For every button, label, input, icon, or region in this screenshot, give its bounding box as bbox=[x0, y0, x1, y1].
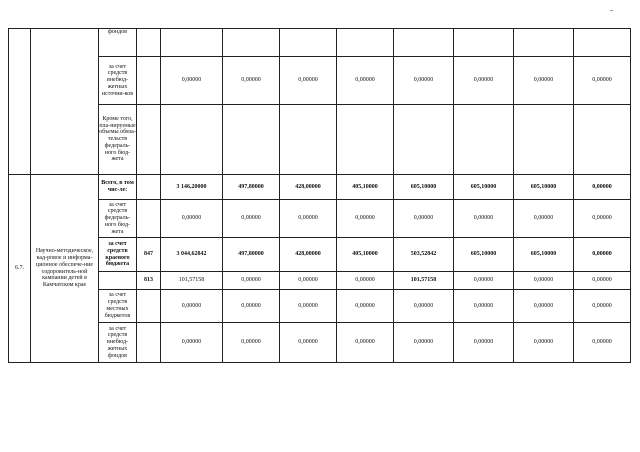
value-cell: 405,10000 bbox=[337, 175, 394, 200]
code-cell: 813 bbox=[137, 272, 161, 290]
row-label: Всего, в том чис-ле: bbox=[99, 175, 137, 200]
item-number: 6.7. bbox=[9, 175, 31, 363]
value-cell: 605,10000 bbox=[394, 175, 454, 200]
value-cell: 0,00000 bbox=[161, 200, 223, 238]
value-cell: 428,00000 bbox=[280, 238, 337, 272]
table-row bbox=[9, 323, 631, 363]
value-cell: 0,00000 bbox=[574, 57, 631, 105]
value-cell: 0,00000 bbox=[514, 323, 574, 363]
value-cell: 0,00000 bbox=[454, 290, 514, 323]
value-cell: 3 044,62842 bbox=[161, 238, 223, 272]
value-cell: 101,57158 bbox=[394, 272, 454, 290]
value-cell: 0,00000 bbox=[280, 57, 337, 105]
value-cell: 0,00000 bbox=[454, 272, 514, 290]
value-cell: 0,00000 bbox=[574, 290, 631, 323]
code-cell bbox=[137, 175, 161, 200]
table-row bbox=[9, 29, 631, 57]
row-label: за счет средств местных бюджетов bbox=[99, 290, 137, 323]
table-row bbox=[9, 57, 631, 105]
value-cell: 0,00000 bbox=[394, 200, 454, 238]
budget-table bbox=[8, 28, 631, 363]
value-cell: 0,00000 bbox=[337, 272, 394, 290]
value-cell: 0,00000 bbox=[394, 323, 454, 363]
value-cell: 0,00000 bbox=[223, 290, 280, 323]
value-cell: 0,00000 bbox=[280, 323, 337, 363]
value-cell: 0,00000 bbox=[280, 272, 337, 290]
value-cell: 0,00000 bbox=[161, 323, 223, 363]
value-cell: 0,00000 bbox=[337, 200, 394, 238]
value-cell: 605,10000 bbox=[454, 238, 514, 272]
value-cell: 0,00000 bbox=[161, 57, 223, 105]
value-cell: 0,00000 bbox=[454, 200, 514, 238]
value-cell: 3 146,20000 bbox=[161, 175, 223, 200]
code-cell bbox=[137, 200, 161, 238]
value-cell: 0,00000 bbox=[514, 272, 574, 290]
value-cell: 0,00000 bbox=[223, 200, 280, 238]
value-cell: 0,00000 bbox=[337, 323, 394, 363]
value-cell: 497,80000 bbox=[223, 175, 280, 200]
value-cell: 503,52842 bbox=[394, 238, 454, 272]
row-label: Кроме того, пла-нируемые объемы обяза-тельств федераль-ного бюд-жета bbox=[99, 105, 137, 175]
row-label bbox=[99, 272, 137, 290]
table-row bbox=[9, 290, 631, 323]
value-cell: 0,00000 bbox=[514, 290, 574, 323]
value-cell: 605,10000 bbox=[514, 175, 574, 200]
value-cell: 497,80000 bbox=[223, 238, 280, 272]
code-cell bbox=[137, 323, 161, 363]
value-cell: 0,00000 bbox=[454, 57, 514, 105]
value-cell: 0,00000 bbox=[223, 323, 280, 363]
table-row bbox=[9, 175, 631, 200]
code-cell bbox=[137, 290, 161, 323]
value-cell: 0,00000 bbox=[574, 323, 631, 363]
number-cell-prev bbox=[9, 29, 31, 175]
value-cell: 0,00000 bbox=[574, 238, 631, 272]
value-cell: 0,00000 bbox=[280, 200, 337, 238]
value-cell: 0,00000 bbox=[574, 200, 631, 238]
value-cell: 0,00000 bbox=[574, 272, 631, 290]
value-cell: 0,00000 bbox=[394, 57, 454, 105]
value-cell: 605,10000 bbox=[514, 238, 574, 272]
item-name: Научно-методическое, кад-ровое и информа-ционное обеспече-ние оздоровитель-ной кампании детей в Камчатском крае bbox=[31, 175, 99, 363]
code-cell: 847 bbox=[137, 238, 161, 272]
table-row bbox=[9, 105, 631, 175]
table-row bbox=[9, 200, 631, 238]
row-label: фондов bbox=[99, 29, 137, 57]
value-cell: 0,00000 bbox=[337, 290, 394, 323]
value-cell: 101,57158 bbox=[161, 272, 223, 290]
name-cell-prev bbox=[31, 29, 99, 175]
table-row bbox=[9, 238, 631, 272]
value-cell: 0,00000 bbox=[454, 323, 514, 363]
value-cell: 0,00000 bbox=[223, 272, 280, 290]
row-label: за счет средств внебюд-жетных фондов bbox=[99, 323, 137, 363]
value-cell: 0,00000 bbox=[514, 57, 574, 105]
value-cell: 605,10000 bbox=[454, 175, 514, 200]
value-cell: 0,00000 bbox=[514, 200, 574, 238]
value-cell: 0,00000 bbox=[337, 57, 394, 105]
row-label: за счет средств внебюд-жетных источни-ков bbox=[99, 57, 137, 105]
value-cell: 0,00000 bbox=[574, 175, 631, 200]
row-label: за счет средств краевого бюджета bbox=[99, 238, 137, 272]
value-cell: 0,00000 bbox=[161, 290, 223, 323]
corner-mark bbox=[610, 10, 613, 11]
table-row bbox=[9, 272, 631, 290]
value-cell: 405,10000 bbox=[337, 238, 394, 272]
value-cell: 0,00000 bbox=[223, 57, 280, 105]
value-cell: 0,00000 bbox=[394, 290, 454, 323]
value-cell: 428,00000 bbox=[280, 175, 337, 200]
value-cell: 0,00000 bbox=[280, 290, 337, 323]
row-label: за счет средств федераль-ного бюд-жета bbox=[99, 200, 137, 238]
